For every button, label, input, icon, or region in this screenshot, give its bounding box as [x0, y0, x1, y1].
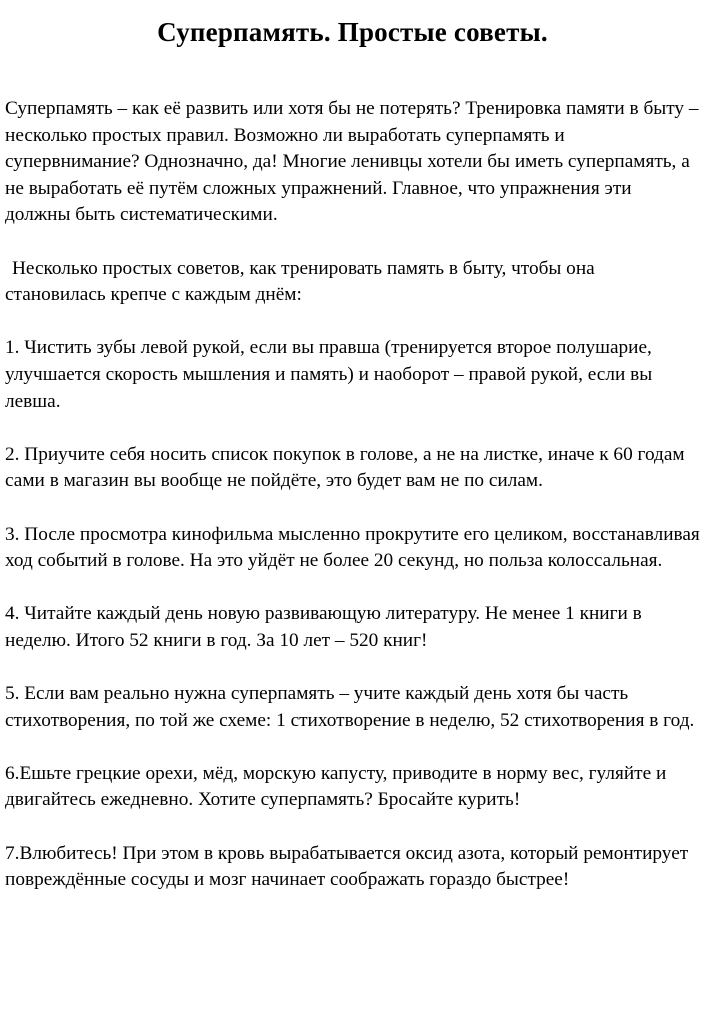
tip-7: 7.Влюбитесь! При этом в кровь вырабатывается оксид азота, который ремонтирует повреждённые сосуды и мозг начинает соображать гораздо быстрее! [5, 842, 689, 891]
document-title: Суперпамять. Простые советы. [157, 17, 548, 47]
intro-paragraph: Суперпамять – как её развить или хотя бы не потерять? Тренировка памяти в быту – несколько простых правил. Возможно ли выработать суперпамять и супервнимание? Однозначно, да! Многие ленивцы хотели бы иметь суперпамять, а не выработать её путём сложных упражнений. Главное, что упражнения эти должны быть систематическими. [5, 98, 699, 226]
tip-6: 6.Ешьте грецкие орехи, мёд, морскую капусту, приводите в норму вес, гуляйте и двигайтесь ежедневно. Хотите суперпамять? Бросайте курить! [5, 762, 667, 811]
tip-5: 5. Если вам реально нужна суперпамять – учите каждый день хотя бы часть стихотворения, по той же схеме: 1 стихотворение в неделю, 52 стихотворения в год. [5, 683, 695, 731]
tip-3: 3. После просмотра кинофильма мысленно прокрутите его целиком, восстанавливая ход событий в голове. На это уйдёт не более 20 секунд, но польза колоссальная. [5, 523, 700, 572]
tip-1: 1. Чистить зубы левой рукой, если вы правша (тренируется второе полушарие, улучшается скорость мышления и память) и наоборот – правой рукой, если вы левша. [5, 337, 653, 412]
lead-paragraph: Несколько простых советов, как тренировать память в быту, чтобы она становилась крепче с каждым днём: [5, 257, 595, 306]
tip-4: 4. Читайте каждый день новую развивающую литературу. Не менее 1 книги в неделю. Итого 52 книги в год. За 10 лет – 520 книг! [5, 603, 642, 651]
tip-2: 2. Приучите себя носить список покупок в голове, а не на листке, иначе к 60 годам сами в магазин вы вообще не пойдёте, это будет вам не по силам. [5, 443, 685, 492]
